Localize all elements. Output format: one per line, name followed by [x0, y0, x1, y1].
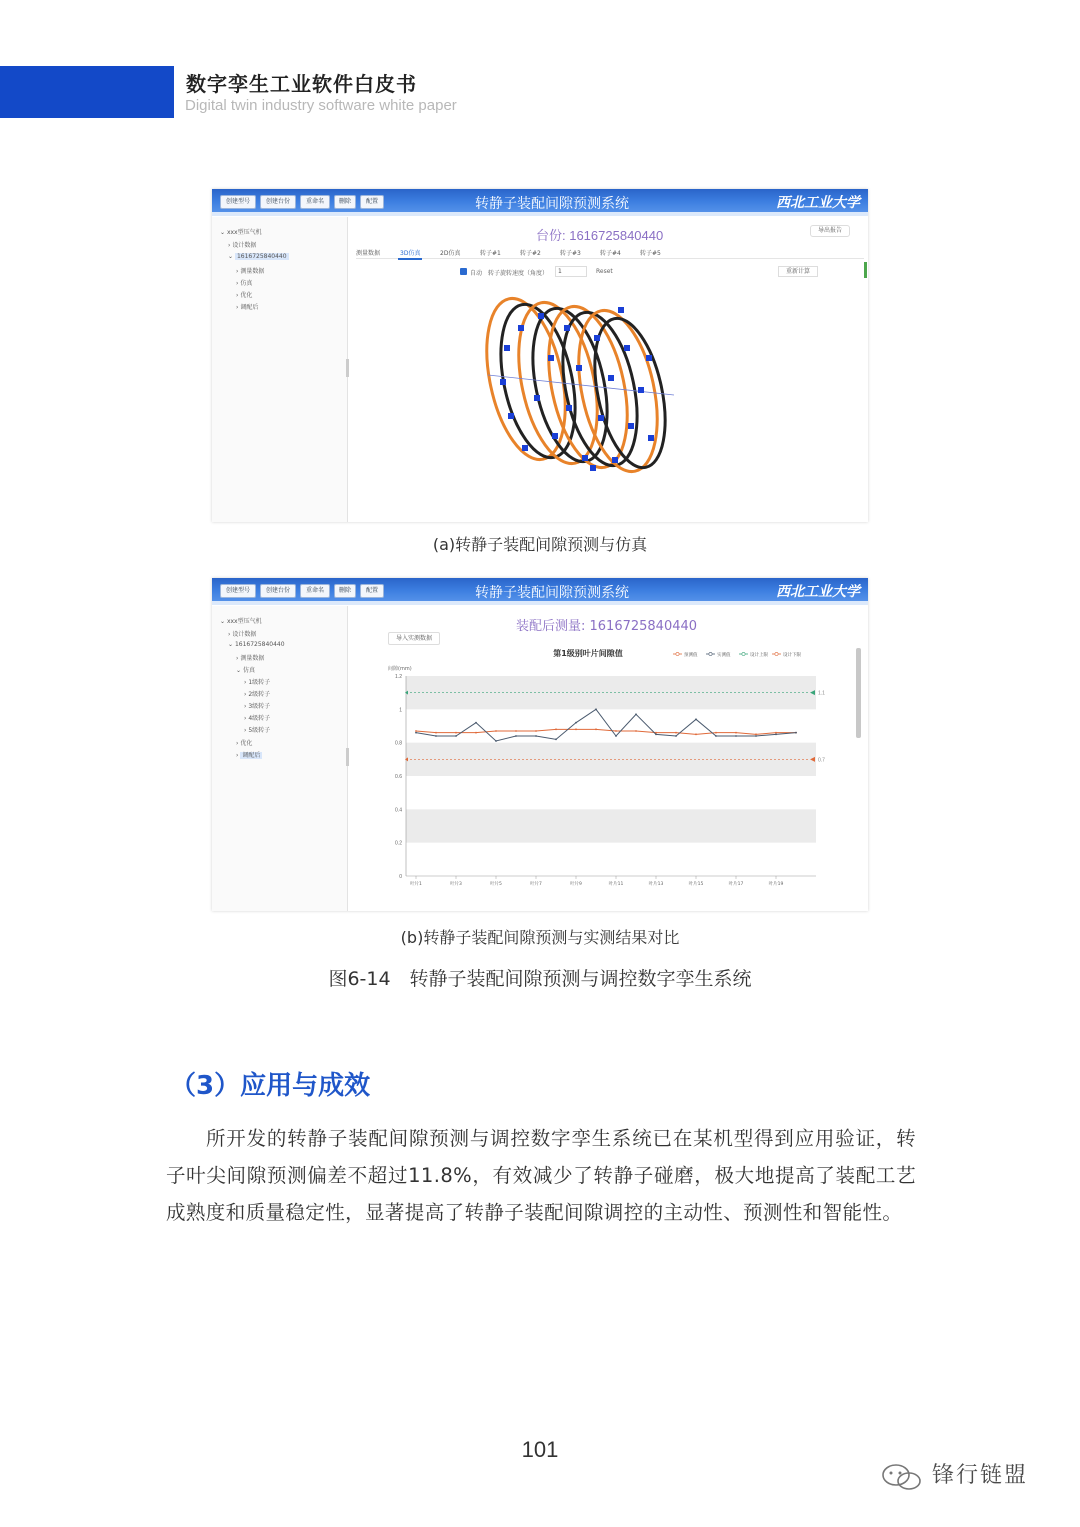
tree-item-unit[interactable]: ⌄ 1616725840440 [228, 641, 285, 648]
data-point [735, 732, 737, 734]
tree-item-rotor-5[interactable]: › 5级转子 [244, 727, 271, 734]
x-tick-label: 叶片9 [570, 882, 582, 887]
auto-label: 自动 [470, 270, 483, 277]
tree-item-measure[interactable]: › 测量数据 [236, 268, 265, 275]
x-tick-label: 叶片1 [410, 882, 422, 887]
data-point [435, 732, 437, 734]
legend-label: 预测值 [684, 653, 698, 658]
recalculate-button[interactable]: 重新计算 [778, 266, 818, 277]
data-point [715, 732, 717, 734]
data-point [595, 708, 597, 710]
panel-scrollbar[interactable] [856, 648, 861, 738]
tree-item-design-data[interactable]: › 设计数据 [228, 242, 257, 249]
wechat-icon [880, 1462, 924, 1492]
data-point [495, 730, 497, 732]
data-point [635, 713, 637, 715]
caption-b: (b)转静子装配间隙预测与实测结果对比 [400, 928, 680, 947]
data-point [475, 722, 477, 724]
data-point [575, 728, 577, 730]
series-line [416, 709, 796, 741]
create-unit-button[interactable]: 创建台份 [260, 584, 296, 598]
data-point [475, 732, 477, 734]
auto-checkbox[interactable] [460, 268, 467, 275]
tab-rotor-4[interactable]: 转子#4 [600, 250, 621, 257]
tab-2d[interactable]: 2D仿真 [440, 250, 461, 257]
tree-item-compressor[interactable]: ⌄ xxx型压气机 [220, 229, 262, 236]
limit-label: 1.1 [818, 690, 825, 697]
delete-button[interactable]: 删除 [334, 195, 356, 209]
legend-label: 设计上限 [750, 653, 768, 658]
rotor-stator-3d-view[interactable] [478, 295, 678, 485]
config-button[interactable]: 配置 [360, 195, 384, 209]
data-point [555, 728, 557, 730]
x-tick-label: 叶片3 [450, 882, 462, 887]
data-point [795, 732, 797, 734]
data-point [715, 735, 717, 737]
app-titlebar [212, 189, 868, 216]
data-point [775, 733, 777, 735]
tree-item-measure[interactable]: › 测量数据 [236, 655, 265, 662]
data-point [455, 735, 457, 737]
x-tick-label: 叶片17 [728, 882, 744, 887]
x-tick-label: 叶片19 [768, 882, 784, 887]
data-point [415, 732, 417, 734]
y-tick-label: 0 [399, 874, 402, 880]
app-title: 转静子装配间隙预测系统 [475, 585, 629, 601]
data-point [575, 722, 577, 724]
series-line [416, 729, 796, 734]
y-tick-label: 1.2 [395, 674, 402, 680]
tree-item-optimize[interactable]: › 优化 [236, 740, 253, 747]
y-axis-label: 间隙(mm) [388, 666, 412, 672]
data-point [515, 735, 517, 737]
caption-a: (a)转静子装配间隙预测与仿真 [432, 535, 648, 554]
header-color-bar [0, 66, 174, 118]
tab-rotor-2[interactable]: 转子#2 [520, 250, 541, 257]
project-tree [212, 217, 348, 522]
chart-band [406, 809, 816, 842]
figure-caption: 图6-14 转静子装配间隙预测与调控数字孪生系统 [328, 968, 752, 990]
data-point [655, 733, 657, 735]
data-point [435, 735, 437, 737]
create-model-button[interactable]: 创建型号 [220, 195, 256, 209]
data-point [415, 730, 417, 732]
data-point [455, 732, 457, 734]
splitter-handle[interactable] [346, 359, 349, 377]
y-tick-label: 0.6 [395, 774, 402, 780]
university-logo: 西北工业大学 [776, 584, 860, 600]
panel-scrollbar[interactable] [864, 262, 867, 278]
tree-item-rotor-4[interactable]: › 4级转子 [244, 715, 271, 722]
data-point [675, 735, 677, 737]
view-tabs [356, 245, 864, 259]
data-point [735, 735, 737, 737]
legend-marker [742, 652, 745, 655]
rename-button[interactable]: 重命名 [300, 195, 330, 209]
chart-title: 第1级别叶片间隙值 [553, 649, 623, 658]
data-point [775, 732, 777, 734]
speed-input[interactable]: 1 [555, 266, 587, 277]
tab-rotor-3[interactable]: 转子#3 [560, 250, 581, 257]
speed-label: 转子旋转速度（角度） [488, 270, 549, 277]
university-logo: 西北工业大学 [776, 195, 860, 211]
config-button[interactable]: 配置 [360, 584, 384, 598]
project-tree [212, 606, 348, 911]
x-tick-label: 叶片13 [648, 882, 664, 887]
create-unit-button[interactable]: 创建台份 [260, 195, 296, 209]
tree-item-simulation[interactable]: › 仿真 [236, 280, 253, 287]
data-point [635, 730, 637, 732]
data-point [595, 728, 597, 730]
document-title: 数字孪生工业软件白皮书 [186, 72, 417, 96]
data-point [535, 735, 537, 737]
gap-line-chart [368, 644, 848, 894]
data-point [515, 730, 517, 732]
tree-item-unit[interactable]: ⌄ 1616725840440 [228, 253, 287, 260]
data-point [495, 740, 497, 742]
x-tick-label: 叶片7 [530, 882, 542, 887]
page-number: 101 [521, 1437, 559, 1462]
screenshot-gap-comparison [212, 578, 868, 911]
x-tick-label: 叶片5 [490, 882, 502, 887]
tree-item-rotor-2[interactable]: › 2级转子 [244, 691, 271, 698]
app-titlebar [212, 578, 868, 605]
data-point [615, 735, 617, 737]
data-point [675, 732, 677, 734]
rename-button[interactable]: 重命名 [300, 584, 330, 598]
splitter-handle[interactable] [346, 748, 349, 766]
y-tick-label: 0.2 [395, 840, 402, 847]
legend-marker [709, 652, 712, 655]
delete-button[interactable]: 删除 [334, 584, 356, 598]
export-report-button[interactable]: 导出报告 [810, 225, 850, 237]
data-point [535, 730, 537, 732]
y-tick-label: 0.8 [395, 740, 402, 747]
data-point [755, 735, 757, 737]
tree-item-rotor-3[interactable]: › 3级转子 [244, 703, 271, 710]
tree-item-rotor-1[interactable]: › 1级转子 [244, 679, 271, 686]
data-point [695, 733, 697, 735]
tab-rotor-5[interactable]: 转子#5 [640, 250, 661, 257]
create-model-button[interactable]: 创建型号 [220, 584, 256, 598]
body-paragraph: 所开发的转静子装配间隙预测与调控数字孪生系统已在某机型得到应用验证，转子叶尖间隙预测偏差不超过11.8%，有效减少了转静子碰磨，极大地提高了装配工艺成熟度和质量稳定性，显著提高了转静子装配间隙调控的主动性、预测性和智能性。 [166, 1127, 916, 1224]
legend-label: 设计下限 [783, 653, 801, 658]
legend-marker [775, 652, 778, 655]
tree-item-adjusted[interactable]: › 调配后 [236, 304, 259, 311]
x-tick-label: 叶片11 [608, 882, 624, 887]
legend-label: 实测值 [717, 653, 731, 658]
data-point [695, 718, 697, 720]
y-tick-label: 1 [399, 707, 402, 714]
section-heading: （3）应用与成效 [170, 1071, 371, 1101]
legend-marker [676, 652, 679, 655]
unit-id-title: 台份: 1616725840440 [536, 228, 664, 243]
tree-item-adjusted[interactable]: › 调配后 [236, 752, 261, 759]
data-point [755, 733, 757, 735]
data-point [615, 730, 617, 732]
screenshot-3d-simulation [212, 189, 868, 522]
y-tick-label: 0.4 [395, 807, 402, 814]
document-subtitle: Digital twin industry software white paper [185, 97, 457, 114]
tab-3d[interactable]: 3D仿真 [400, 250, 421, 257]
tree-item-compressor[interactable]: ⌄ xxx型压气机 [220, 618, 262, 625]
tree-item-optimize[interactable]: › 优化 [236, 292, 253, 299]
app-title: 转静子装配间隙预测系统 [475, 196, 629, 212]
limit-label: 0.7 [818, 757, 825, 764]
data-point [555, 738, 557, 740]
reset-button[interactable]: Reset [596, 268, 613, 275]
x-tick-label: 叶片15 [688, 882, 704, 887]
watermark-text: 锋行链盟 [932, 1463, 1029, 1488]
tab-rotor-1[interactable]: 转子#1 [480, 250, 501, 257]
panel-title: 装配后测量: 1616725840440 [516, 619, 698, 634]
tree-item-design-data[interactable]: › 设计数据 [228, 631, 257, 638]
tab-measure[interactable]: 测量数据 [356, 250, 381, 257]
tree-item-simulation[interactable]: ⌄ 仿真 [236, 667, 255, 674]
import-measured-button[interactable]: 导入实测数据 [388, 632, 440, 645]
